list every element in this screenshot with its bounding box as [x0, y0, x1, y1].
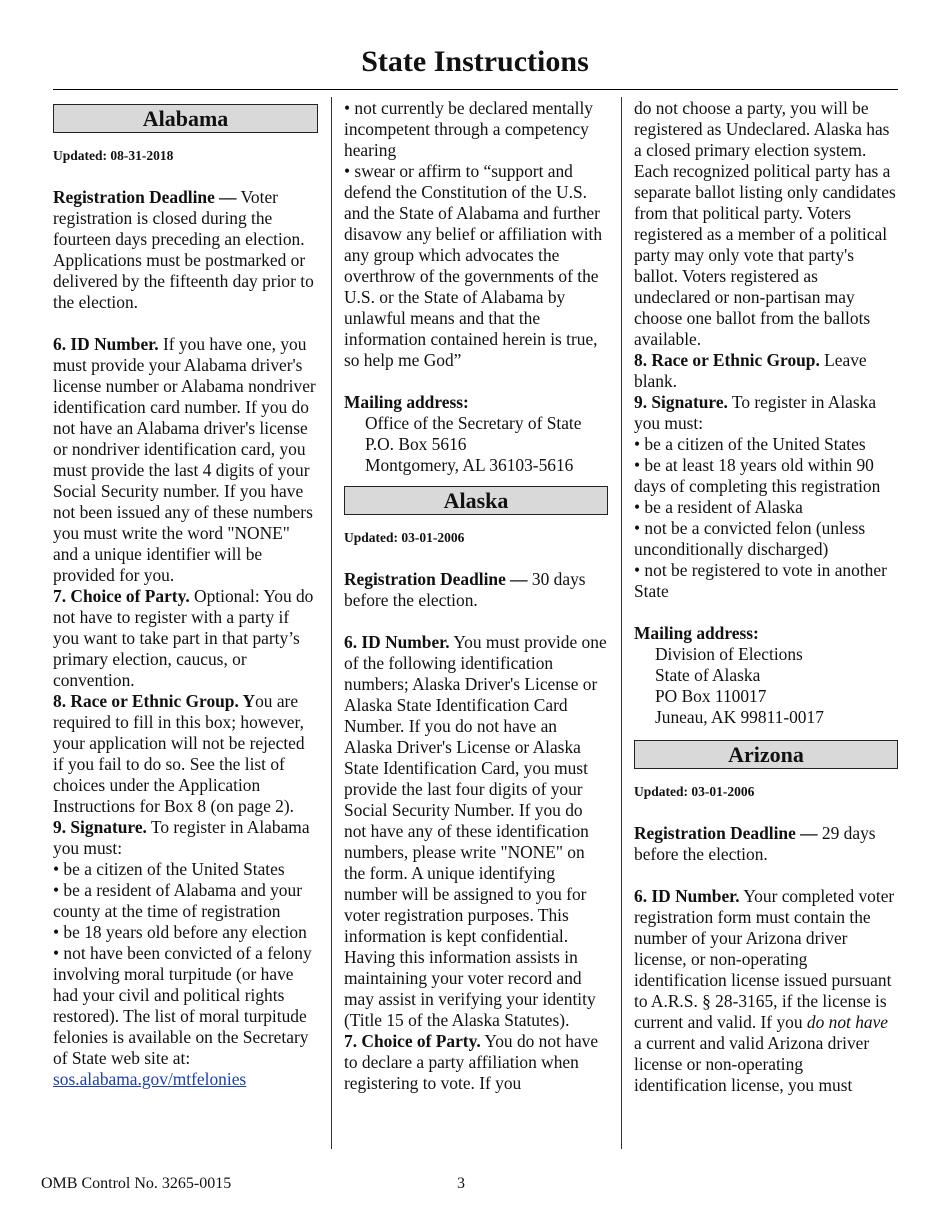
mailing-address-line: Office of the Secretary of State — [365, 413, 582, 433]
column-divider-2 — [621, 97, 622, 1149]
mailing-address-line: Montgomery, AL 36103-5616 — [365, 455, 574, 475]
state-header-alabama: Alabama — [53, 104, 318, 133]
signature: 9. Signature. To register in Alaska you must: — [634, 392, 877, 433]
updated-date: Updated: 08-31-2018 — [53, 148, 174, 163]
race-ethnic-group: 8. Race or Ethnic Group. Leave blank. — [634, 350, 867, 391]
requirement-bullet: • not be a convicted felon (unless unconditionally discharged) — [634, 518, 866, 559]
updated-date: Updated: 03-01-2006 — [634, 784, 755, 799]
mtfelonies-link[interactable]: sos.alabama.gov/mtfelonies — [53, 1069, 247, 1089]
omb-control-number: OMB Control No. 3265-0015 — [41, 1175, 232, 1192]
mailing-address-line: PO Box 110017 — [655, 686, 767, 706]
state-header-alaska: Alaska — [344, 486, 608, 515]
signature: 9. Signature. To register in Alabama you must: — [53, 817, 310, 858]
requirement-bullet: • not currently be declared mentally incompetent through a competency hearing — [344, 98, 593, 160]
column-1 — [53, 98, 318, 1090]
requirement-bullet: • be a citizen of the United States — [634, 434, 866, 454]
registration-deadline: Registration Deadline — 30 days before the election. — [344, 569, 586, 610]
requirement-bullet: • be 18 years old before any election — [53, 922, 307, 942]
requirement-bullet: • be a resident of Alabama and your county at the time of registration — [53, 880, 302, 921]
mailing-address-line: Juneau, AK 99811-0017 — [655, 707, 824, 727]
requirement-bullet: • be a resident of Alaska — [634, 497, 803, 517]
requirement-bullet: • be at least 18 years old within 90 days of completing this registration — [634, 455, 881, 496]
registration-deadline: Registration Deadline — 29 days before the election. — [634, 823, 876, 864]
mailing-address-label: Mailing address: — [634, 623, 759, 643]
id-number: 6. ID Number. You must provide one of the following identification numbers; Alaska Driver's License or Alaska State Identification Card Number. If you do not have an Alaska Driver's License or Alaska State Identification Card, you must provide the last four digits of your Social Security Number. If you do not have any of these identification numbers, please write "NONE" on the form. A unique identifying number will be assigned to you for voter registration purposes. This information is kept confidential. Having this information assists in maintaining your voter record and may assist in verifying your identity (Title 15 of the Alaska Statutes). — [344, 632, 607, 1030]
requirement-bullet: • not be registered to vote in another State — [634, 560, 887, 601]
id-number: 6. ID Number. If you have one, you must provide your Alabama driver's license number or Alabama nondriver identification card number. If you do not have an Alabama driver's license or nondriver identification card, you must provide the last 4 digits of your Social Security number. If you have not been issued any of these numbers you must write the word "NONE" and a unique identifier will be provided for you. — [53, 334, 316, 585]
page-number: 3 — [457, 1175, 465, 1192]
choice-of-party: 7. Choice of Party. Optional: You do not have to register with a party if you want to take part in that party’s primary election, caucus, or convention. — [53, 586, 314, 690]
requirement-bullet: • be a citizen of the United States — [53, 859, 285, 879]
state-header-arizona: Arizona — [634, 740, 898, 769]
mailing-address-label: Mailing address: — [344, 392, 469, 412]
race-ethnic-group: 8. Race or Ethnic Group. You are required to fill in this box; however, your application will not be rejected if you fail to do so. See the list of choices under the Application Instructions for Box 8 (on page 2). — [53, 691, 305, 816]
column-3 — [634, 98, 898, 1096]
choice-of-party-continued: do not choose a party, you will be registered as Undeclared. Alaska has a closed primary election system. Each recognized political party has a separate ballot listing only candidates from that political party. Voters registered as a member of a political party may only vote that party's ballot. Voters registered as undeclared or non-partisan may choose one ballot from the ballots available. — [634, 98, 896, 349]
choice-of-party: 7. Choice of Party. You do not have to declare a party affiliation when registering to vote. If you — [344, 1031, 599, 1093]
title-rule — [53, 89, 898, 90]
mailing-address-line: State of Alaska — [655, 665, 761, 685]
registration-deadline: Registration Deadline — Voter registration is closed during the fourteen days preceding an election. Applications must be postmarked or delivered by the fifteenth day prior to the election. — [53, 187, 314, 312]
column-divider-1 — [331, 97, 332, 1149]
id-number: 6. ID Number. Your completed voter registration form must contain the number of your Arizona driver license, or non-operating identification license issued pursuant to A.R.S. § 28-3165, if the license is current and valid. If you do not have a current and valid Arizona driver license or non-operating identification license, you must — [634, 886, 895, 1095]
mailing-address-line: P.O. Box 5616 — [365, 434, 467, 454]
page-title: State Instructions — [361, 45, 589, 78]
mailing-address-line: Division of Elections — [655, 644, 803, 664]
updated-date: Updated: 03-01-2006 — [344, 530, 465, 545]
requirement-bullet: • swear or affirm to “support and defend the Constitution of the U.S. and the State of Alabama and further disavow any belief or affiliation with any group which advocates the overthrow of the governments of the U.S. or the State of Alabama by unlawful means and that the information contained herein is true, so help me God” — [344, 161, 603, 370]
requirement-bullet: • not have been convicted of a felony involving moral turpitude (or have had your civil and political rights restored). The list of moral turpitude felonies is available on the Secretary of State web site at: — [53, 943, 312, 1068]
column-2 — [344, 98, 608, 1094]
